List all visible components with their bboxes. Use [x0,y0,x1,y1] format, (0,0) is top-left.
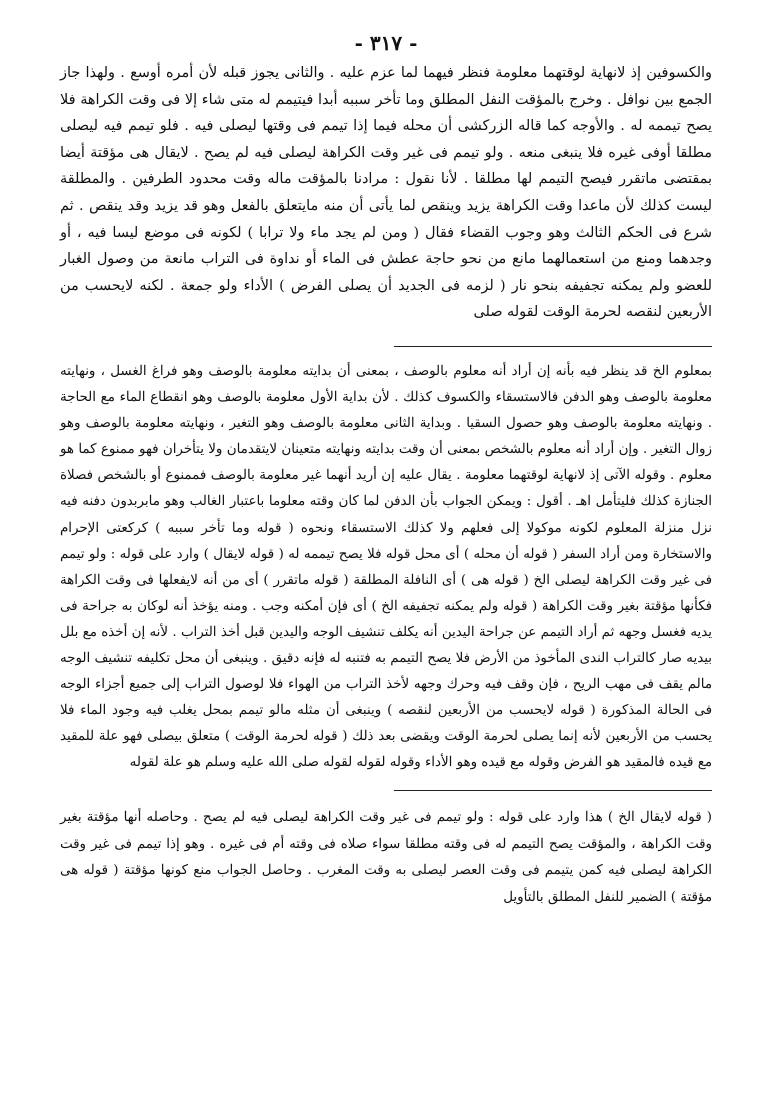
main-text-divider [394,346,712,347]
book-page [60,28,712,1068]
commentary-divider [394,790,712,791]
commentary-text: بمعلوم الخ قد ينظر فيه بأنه إن أراد أنه معلوم بالوصف ، بمعنى أن بدايته معلومة بالوصف وهو فراغ الغسل ، ونهايته معلومة بالوصف وهو الدفن فالاستسقاء والكسوف كذلك . لأن بداية الأول معلومة بالوصف وهو انقطاع الماء مع الحاجة . ونهايته معلومة بالوصف وهو حصول السقيا . وبداية الثانى معلومة بالوصف وهو التغير ، ونهايته معلومة بالوصف وهو زوال التغير . وإن أراد أنه معلوم بالشخص بمعنى أن وقت بدايته ونهايته متعينان لايتقدمان ولا يتأخران فهو ممنوع كما هو معلوم . وقوله الآتى إذ لانهاية لوقتهما معلومة . يقال عليه إن أريد أنهما غير معلومة بالوصف فممنوع أو بالشخص فصلاة الجنازة كذلك فليتأمل اهـ . أقول : ويمكن الجواب بأن الدفن لما كان وقته معلوما باعتبار الغالب وهو مابربدون دفنه فيه نزل منزلة المعلوم لكونه موكولا إلى فعلهم ولا كذلك الاستسقاء ونحوه ( قوله وما تأخر سببه ) كركعتى الإحرام والاستخارة ومن أراد السفر ( قوله أن محله ) أى محل قوله فلا يصح تيممه له ( قوله لايقال ) وارد على قوله : ولو تيمم فى غير وقت الكراهة ليصلى الخ ( قوله هى ) أى النافلة المطلقة ( قوله ماتقرر ) أى من أنه لايفعلها فى وقت الكراهة فكأنها مؤقتة بغير وقت الكراهة ( قوله ولم يمكنه تجفيفه الخ ) أى فإن أمكنه وجب . ومنه يؤخذ أنه لوكان به جراحة فى يديه فغسل وجهه ثم أراد التيمم عن جراحة اليدين أنه يكلف تنشيف الوجه واليدين قبل أخذ التراب . لأنه إن أخذه مع بلل بيديه صار كالتراب الندى المأخوذ من الأرض فلا يصح التيمم به فتنبه له فإنه دقيق . وينبغى أن محل تكليفه تنشيف الوجه مالم يقف فى مهب الريح ، فإن وقف فيه وحرك وجهه لأخذ التراب من الهواء فلا لوصول التراب إلى جميع أجزاء الوجه فى الحالة المذكورة ( قوله لايحسب من الأربعين لنقصه ) وينبغى أن مثله مالو تيمم بمحل يغلب فيه وجود الماء فلا يحسب من الأربعين لأنه إنما يصلى لحرمة الوقت ويقضى بعد ذلك ( قوله لحرمة الوقت ) متعلق بيصلى فهو علة للمقيد مع قيده فالمقيد هو الفرض وقوله مع قيده وهو الأداء وقوله لقوله لقوله صلى الله عليه وسلم هو علة لقوله [60,363,712,771]
gloss-text: ( قوله لايقال الخ ) هذا وارد على قوله : ولو تيمم فى غير وقت الكراهة ليصلى فيه لم يصح . وحاصله أنها مؤقتة بغير وقت الكراهة ، والمؤقت يصح التيمم له فى وقته مطلقا سواء صلاه فى وقته أم فى غيره . وهو إذا تيمم فى غير وقت الكراهة ليصلى فيه كمن يتيمم فى وقت العصر ليصلى به وقت المغرب . وحاصل الجواب منع كونها مؤقتة ( قوله هى مؤقتة ) الضمير للنفل المطلق بالتأويل [60,810,713,905]
main-text: والكسوفين إذ لانهاية لوقتهما معلومة فنظر فيهما لما عزم عليه . والثانى يجوز قبله لأن أمره أوسع . ولهذا جاز الجمع بين نوافل . وخرج بالمؤقت النفل المطلق وما تأخر سببه أبدا فيتيمم له متى شاء إلا فى وقت الكراهة فلا يصح تيممه له . والأوجه كما قاله الزركشى أن محله فيما إذا تيمم فى وقتها ليصلى فيه . فلو تيمم فيه ليصلى مطلقا أوفى غيره فلا ينبغى منعه . ولو تيمم فى غير وقت الكراهة ليصلى فيه لم يصح . لايقال هى مؤقتة أيضا بمقتضى ماتقرر فيصح التيمم لها مطلقا . لأنا نقول : مرادنا بالمؤقت ماله وقت محدود الطرفين . والمطلقة ليست كذلك لأن ماعدا وقت الكراهة يزيد وينقص لما يأتى أن منه مايتعلق بالفعل وهو قد يزيد وقد ينقص . ثم شرع فى الحكم الثالث وهو وجوب القضاء فقال ( ومن لم يجد ماء ولا ترابا ) لكونه فى موضع ليسا فيه ، أو وجدهما ومنع من استعمالهما مانع من نحو حاجة عطش فى الماء أو نداوة فى التراب مانعة من وصول الغبار للعضو ولم يمكنه تجفيفه بنحو نار ( لزمه فى الجديد أن يصلى الفرض ) الأداء ولو جمعة . لكنه لايحسب من الأربعين لنقصه لحرمة الوقت لقوله صلى [60,65,712,321]
page-number: - ٣١٧ - [354,31,418,55]
